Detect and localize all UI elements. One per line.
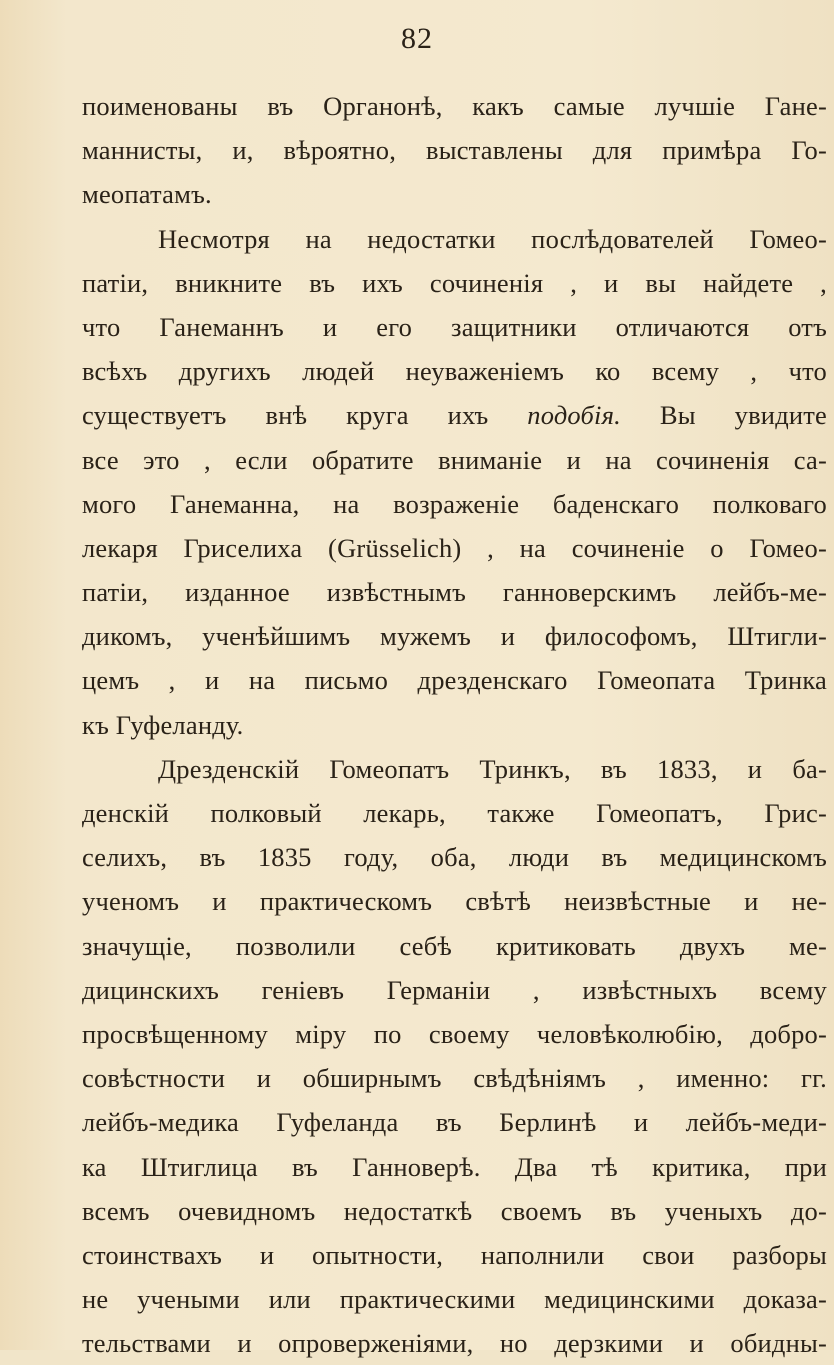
text-line: меопатамъ. <box>82 179 212 210</box>
text-line: денскій полковый лекарь, также Гомеопатъ, Грис- <box>82 798 827 828</box>
text-line: не учеными или практическими медицинскими доказа- <box>82 1284 827 1315</box>
page-number: 82 <box>401 22 433 55</box>
text-line: стоинствахъ и опытности, наполнили свои разборы <box>82 1239 827 1270</box>
text-line: дицинскихъ геніевъ Германіи , извѣстныхъ всему <box>82 974 827 1005</box>
paragraph-start-line: Несмотря на недостатки послѣдователей Гомео- <box>158 223 827 254</box>
text-line: къ Гуфеланду. <box>82 709 244 740</box>
text-line: что Ганеманнъ и его защитники отличаются отъ <box>82 311 827 342</box>
text-line: тельствами и опроверженіями, но дерзкими и обидны- <box>82 1328 827 1359</box>
text-line: поименованы въ Органонѣ, какъ самые лучшіе Гане- <box>82 91 827 121</box>
text-line: патіи, вникните въ ихъ сочиненія , и вы найдете , <box>82 267 827 298</box>
text-line: просвѣщенному міру по своему человѣколюбію, добро- <box>82 1018 827 1049</box>
text-line: лейбъ-медика Гуфеланда въ Берлинѣ и лейбъ-меди- <box>82 1107 827 1138</box>
text-line: совѣстности и обширнымъ свѣдѣніямъ , именно: гг. <box>82 1063 827 1094</box>
text-line: все это , если обратите вниманіе и на сочиненія са- <box>82 444 827 475</box>
text-line: маннисты, и, вѣроятно, выставлены для примѣра Го- <box>82 135 827 166</box>
text-line: цемъ , и на письмо дрезденскаго Гомеопата Тринка <box>82 665 827 696</box>
italic-word: подобія. <box>527 400 621 431</box>
text-line: дикомъ, ученѣйшимъ мужемъ и философомъ, Штигли- <box>82 621 827 652</box>
text-line: патіи, изданное извѣстнымъ ганноверскимъ лейбъ-ме- <box>82 577 827 608</box>
text-segment: существуетъ внѣ круга ихъ <box>82 400 528 431</box>
text-line: значущіе, позволили себѣ критиковать двухъ ме- <box>82 930 827 961</box>
text-line: селихъ, въ 1835 году, оба, люди въ медицинскомъ <box>82 842 827 873</box>
body-text <box>82 84 827 1365</box>
text-line: всемъ очевидномъ недостаткѣ своемъ въ ученыхъ до- <box>82 1195 827 1226</box>
text-segment: Вы увидите <box>620 400 827 431</box>
paragraph-start-line: Дрезденскій Гомеопатъ Тринкъ, въ 1833, и ба- <box>158 753 827 784</box>
text-line: ученомъ и практическомъ свѣтѣ неизвѣстные и не- <box>82 886 827 917</box>
text-line: мого Ганеманна, на возраженіе баденскаго полковаго <box>82 488 827 519</box>
text-line: всѣхъ другихъ людей неуваженіемъ ко всему , что <box>82 356 827 387</box>
text-line-with-italic <box>82 393 827 437</box>
text-line: лекаря Гриселиха (Grüsselich) , на сочиненіе о Гомео- <box>82 532 827 563</box>
text-line: ка Штиглица въ Ганноверѣ. Два тѣ критика, при <box>82 1151 827 1182</box>
